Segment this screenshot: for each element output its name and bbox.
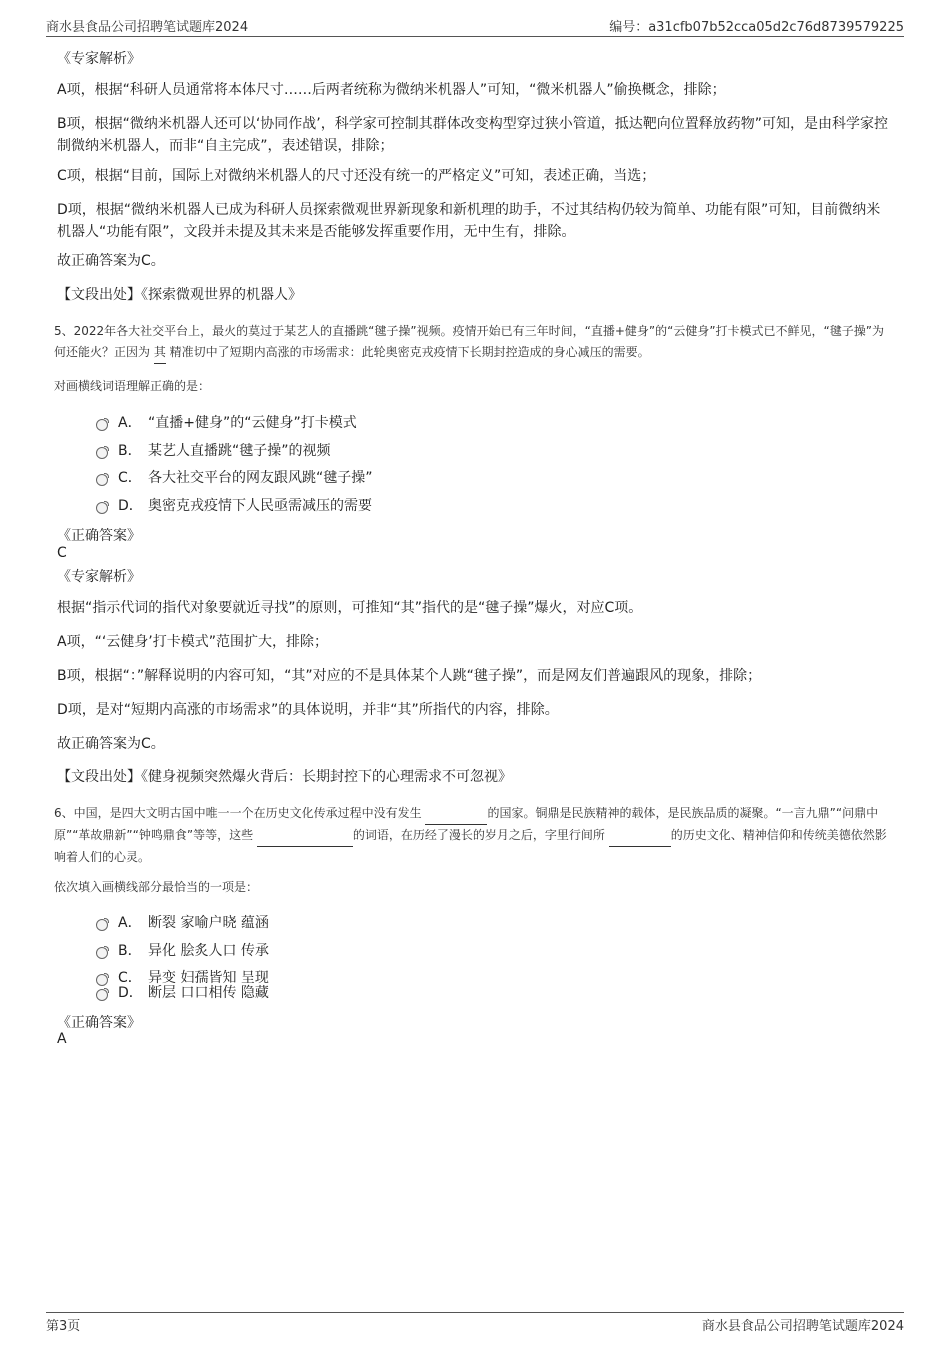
q4-analysis-d: D项，根据“微纳米机器人已成为科研人员探索微观世界新现象和新机理的助手，不过其结构仍较为简单、功能有限”可知，目前微纳米机器人“功能有限”，文段并未提及其未来是否能够发挥重要作用，无中生有，排除。 <box>57 202 881 240</box>
q6-option-b[interactable]: B． 异化 脍炙人口 传承 <box>96 940 269 960</box>
q6-answer: A <box>57 1031 67 1047</box>
q6-blank-1 <box>425 803 487 825</box>
radio-icon[interactable] <box>96 502 108 514</box>
q6-answer-label: 《正确答案》 <box>57 1015 141 1031</box>
q5-source: 【文段出处】《健身视频突然爆火背后：长期封控下的心理需求不可忽视》 <box>57 769 512 785</box>
q6-option-d[interactable]: D． 断层 口口相传 隐藏 <box>96 982 269 1002</box>
q5-analysis-a: A项，“‘云健身’打卡模式”范围扩大，排除； <box>57 634 328 650</box>
q5-option-b[interactable]: B． 某艺人直播跳“毽子操”的视频 <box>96 440 331 460</box>
radio-icon[interactable] <box>96 474 108 486</box>
q4-analysis-c: C项，根据“目前，国际上对微纳米机器人的尺寸还没有统一的严格定义”可知，表述正确，当选； <box>57 168 656 184</box>
q4-source: 【文段出处】《探索微观世界的机器人》 <box>57 287 302 303</box>
footer-title: 商水县食品公司招聘笔试题库2024 <box>701 1319 904 1334</box>
page-number: 第3页 <box>46 1319 81 1334</box>
radio-icon[interactable] <box>96 919 108 931</box>
radio-icon[interactable] <box>96 989 108 1001</box>
radio-icon[interactable] <box>96 947 108 959</box>
q4-analysis-a: A项，根据“科研人员通常将本体尺寸……后两者统称为微纳米机器人”可知，“微米机器人”偷换概念，排除； <box>57 82 726 98</box>
q6-blank-2 <box>257 825 353 847</box>
q6-option-a[interactable]: A． 断裂 家喻户晓 蕴涵 <box>96 912 269 932</box>
q5-answer-label: 《正确答案》 <box>57 528 141 544</box>
q6-blank-3 <box>609 825 671 847</box>
q4-expert-label: 《专家解析》 <box>57 51 141 67</box>
radio-icon[interactable] <box>96 419 108 431</box>
q5-answer: C <box>57 545 67 561</box>
q6-question-text: 6、中国，是四大文明古国中唯一一个在历史文化传承过程中没有发生 的国家。铜鼎是民族精神的载体，是民族品质的凝聚。“一言九鼎”“问鼎中原”“革故鼎新”“钟鸣鼎食”等等，这些 的词语，在历经了漫长的岁月之后，字里行间所 的历史文化、精神信仰和传统美德依然影响着人们的心灵。 <box>54 803 894 868</box>
q5-underlined-word: 其 <box>154 342 166 364</box>
q6-prompt: 依次填入画横线部分最恰当的一项是： <box>54 880 259 894</box>
q5-analysis-d: D项，是对“短期内高涨的市场需求”的具体说明，并非“其”所指代的内容，排除。 <box>57 702 559 718</box>
q5-option-c[interactable]: C． 各大社交平台的网友跟风跳“毽子操” <box>96 467 373 487</box>
q5-option-a[interactable]: A． “直播+健身”的“云健身”打卡模式 <box>96 412 357 432</box>
q5-question-text: 5、2022年各大社交平台上，最火的莫过于某艺人的直播跳“毽子操”视频。疫情开始已有三年时间，“直播+健身”的“云健身”打卡模式已不鲜见，“毽子操”为何还能火？正因为 其 精准切中了短期内高涨的市场需求：此轮奥密克戎疫情下长期封控造成的身心减压的需要。 <box>54 321 894 364</box>
q4-analysis-b: B项，根据“微纳米机器人还可以‘协同作战’，科学家可控制其群体改变构型穿过狭小管道，抵达靶向位置释放药物”可知，是由科学家控制微纳米机器人，而非“自主完成”，表述错误，排除； <box>57 116 889 154</box>
q5-analysis-main: 根据“指示代词的指代对象要就近寻找”的原则，可推知“其”指代的是“毽子操”爆火，对应C项。 <box>57 600 643 616</box>
q5-conclusion: 故正确答案为C。 <box>57 736 165 752</box>
header-doc-id: 编号：a31cfb07b52cca05d2c76d8739579225 <box>609 20 904 35</box>
q5-analysis-b: B项，根据“：”解释说明的内容可知，“其”对应的不是具体某个人跳“毽子操”，而是网友们普遍跟风的现象，排除； <box>57 668 762 684</box>
q5-expert-label: 《专家解析》 <box>57 569 141 585</box>
q5-option-d[interactable]: D． 奥密克戎疫情下人民亟需减压的需要 <box>96 495 372 515</box>
header-title: 商水县食品公司招聘笔试题库2024 <box>46 20 249 35</box>
q6-option-c[interactable]: C． 异变 妇孺皆知 呈现 <box>96 967 269 987</box>
radio-icon[interactable] <box>96 447 108 459</box>
page-footer <box>46 1312 904 1333</box>
q5-prompt: 对画横线词语理解正确的是： <box>54 379 211 393</box>
page-header <box>46 14 904 37</box>
q4-conclusion: 故正确答案为C。 <box>57 253 165 269</box>
